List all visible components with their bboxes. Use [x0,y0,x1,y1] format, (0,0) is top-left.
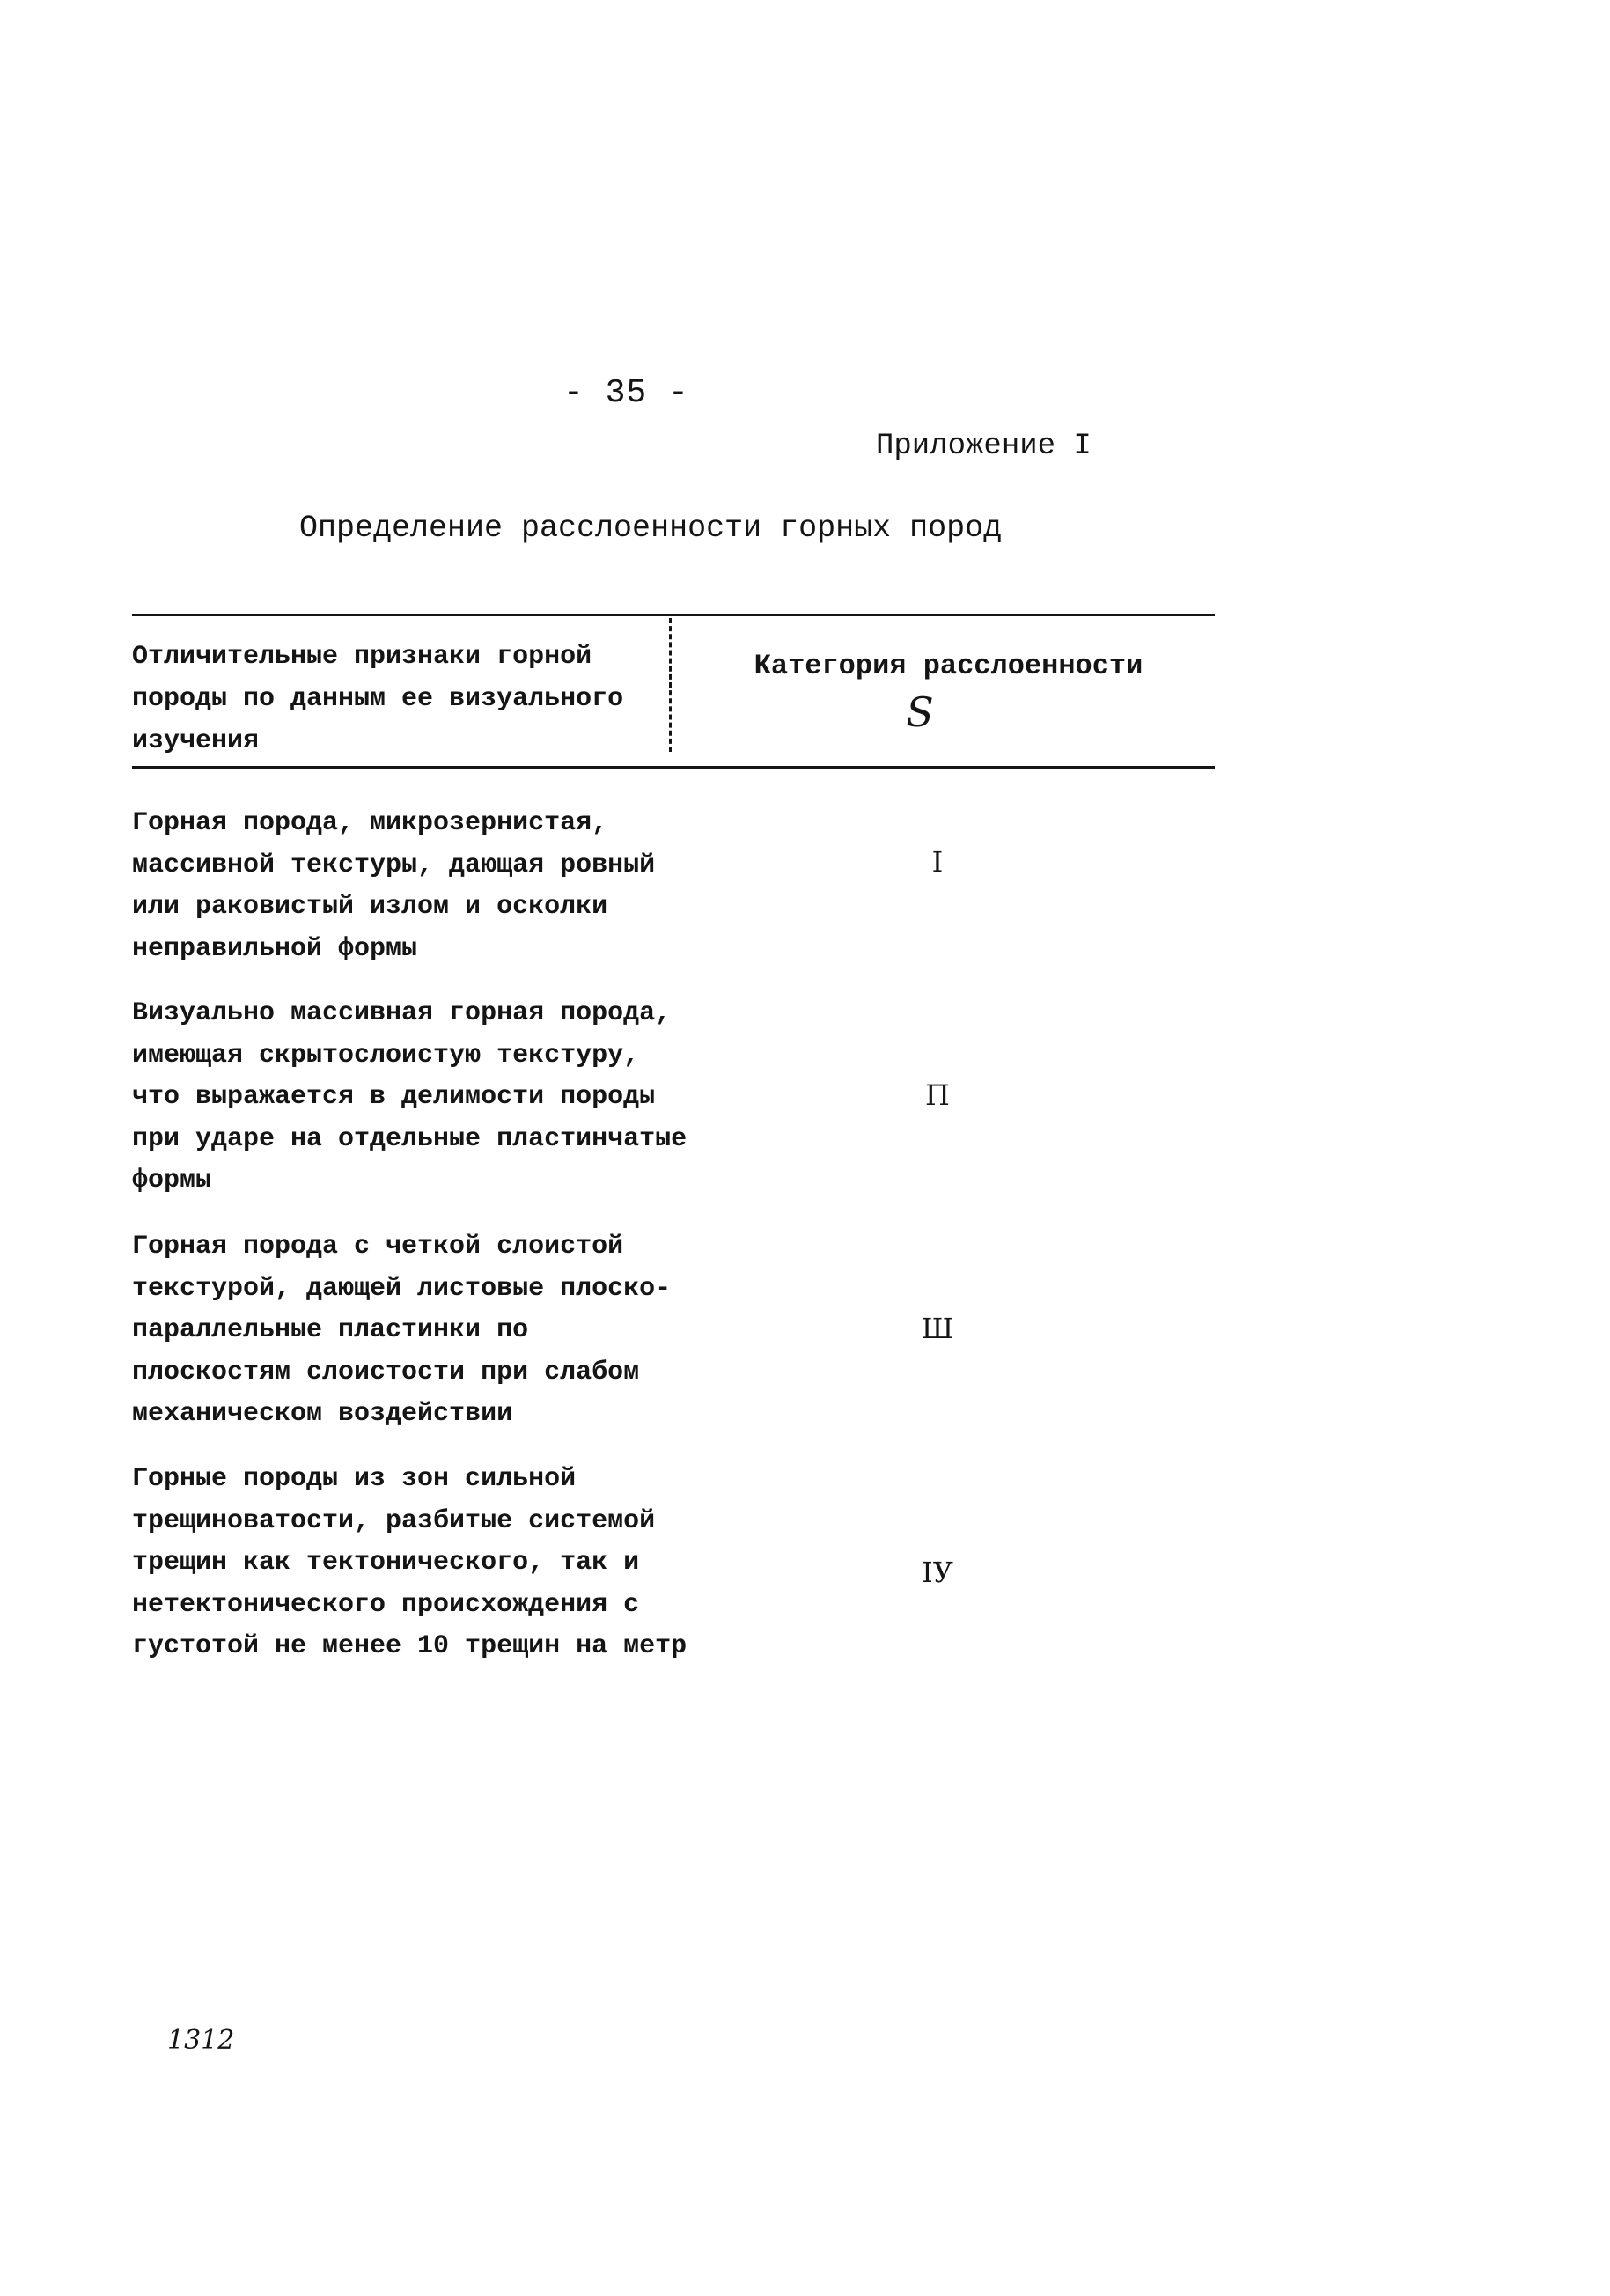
page-title: Определение расслоенности горных пород [299,511,1003,546]
column-header-category: Категория расслоенности [754,650,1143,682]
column-header-features: Отличительные признаки горной породы по данным ее визуального изучения [132,642,624,756]
table-top-rule [132,614,1215,616]
row-1-category: I [931,845,944,879]
header-bottom-rule [132,766,1215,769]
archive-note: 1312 [167,2025,235,2056]
row-2-category: П [925,1078,950,1112]
row-4-description: Горные породы из зон сильной трещиноватости, разбитые системой трещин как тектонического, так и нетектонического происхождения с густотой не менее 10 трещин на метр [132,1464,687,1661]
column-divider [669,618,672,752]
row-4-category: IУ [922,1556,953,1589]
page-number: - 35 - [563,374,689,412]
row-3-category: Ш [921,1312,954,1345]
row-2-description: Визуально массивная горная порода, имеющая скрытослоистую текстуру, что выражается в делимости породы при ударе на отдельные пластинчатые формы [132,998,687,1196]
row-3-description: Горная порода с четкой слоистой текстурой, дающей листовые плоско-параллельные пластинки по плоскостям слоистости при слабом механическом воздействии [132,1232,672,1429]
category-symbol: S [906,688,934,736]
row-1-description: Горная порода, микрозернистая, массивной текстуры, дающая ровный или раковистый излом и осколки неправильной формы [132,808,656,964]
appendix-label: Приложение I [876,430,1092,463]
